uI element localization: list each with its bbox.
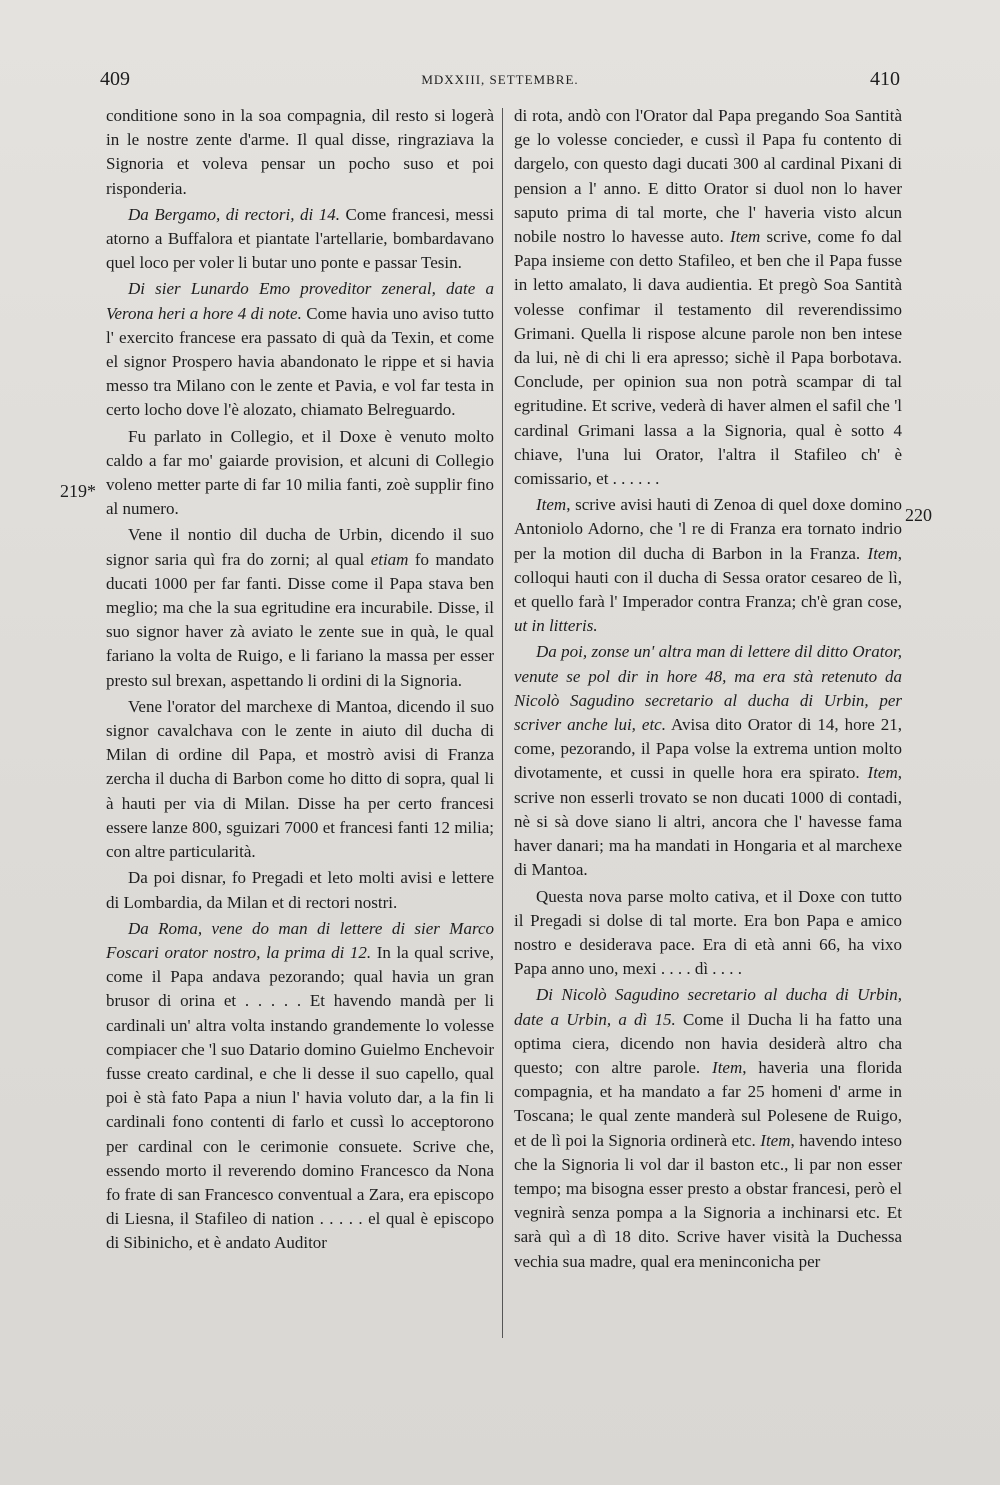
paragraph: conditione sono in la soa compagnia, dil resto si logerà in le nostre zente d'arme. Il qual disse, ringraziava la Signoria et voleva pensar un pocho suso et poi risponderia. bbox=[106, 106, 494, 198]
paragraph: Fu parlato in Collegio, et il Doxe è venuto molto caldo a far mo' gaiarde provision, et alcuni di Collegio voleno metter parte di far 10 milia fanti, zoè supplir fino al numero. bbox=[106, 426, 494, 519]
paragraph: Da poi disnar, fo Pregadi et leto molti avisi e lettere di Lombardia, da Milan et di rectori nostri. bbox=[106, 868, 494, 912]
paragraph: Di sier Lunardo Emo proveditor zeneral, date a Verona heri a hore 4 di note. Come havia uno aviso tutto l' exercito francese era passato di quà da Texin, et come el signor Prospero havia abandonato le rippe et si havia messo tra Milano con le zente et Pavia, e vol far testa in certo locho dove l'è alozato, chiamato Belreguardo. bbox=[106, 279, 494, 420]
paragraph: Questa nova parse molto cativa, et il Doxe con tutto il Pregadi si dolse di tal morte. Era bon Papa e amico nostro e desiderava pace. Era di età anni 66, ha vixo Papa anno uno, mexi . . . . dì . . . . bbox=[514, 886, 902, 979]
paragraph: Item, scrive avisi hauti di Zenoa di quel doxe domino Antoniolo Adorno, che 'l re di Franza era tornato indrio per la motion dil ducha di Barbon in la Franza. Item, colloqui hauti con il ducha di Sessa orator cesareo de lì, et quello farà l' Imperador contra Franza; ch'è gran cose, ut in litteris. bbox=[514, 495, 902, 636]
paragraph-heading: Da poi, zonse un' altra man di lettere dil ditto Orator, venute se pol dir in hore 48, ma era stà retenuto da Nicolò Sagudino secretario al ducha di Urbin, per scriver anche lui, etc. bbox=[514, 642, 902, 735]
page-number-left: 409 bbox=[100, 68, 130, 90]
paragraph-heading: Da Bergamo, di rectori, di 14. bbox=[128, 204, 340, 224]
margin-note-left: 219* bbox=[60, 481, 96, 501]
running-title: MDXXIII, SETTEMBRE. bbox=[421, 72, 579, 87]
right-column bbox=[514, 104, 902, 1276]
paragraph: Vene il nontio dil ducha de Urbin, dicendo il suo signor saria quì fra do zorni; al qual etiam fo mandato ducati 1000 per far fanti. Disse come il Papa stava ben meglio; ma che la sua egritudine era incurabile. Disse, il suo signor haver zà aviato le zente sue in quà, le qual fariano la volta de Ruigo, e li fariano la massa per esser presto sul brexan, aspettando li ordini di la Signoria. bbox=[106, 525, 494, 690]
paragraph: Vene l'orator del marchexe di Mantoa, dicendo il suo signor cavalchava con le zente in aiuto dil ducha di Milan di ordine dil Papa, et mostrò avisi di Franza zercha il ducha di Barbon come ho ditto di sopra, qual li à hauti per via di Milan. Disse ha per certo francesi essere lanze 800, sguizari 7000 et francesi fanti 12 milia; con altre particularità. bbox=[106, 696, 494, 862]
paragraph-heading: Di Nicolò Sagudino secretario al ducha di Urbin, date a Urbin, a dì 15. bbox=[514, 985, 902, 1029]
left-column bbox=[106, 104, 494, 1258]
page-number-right: 410 bbox=[870, 68, 900, 90]
running-header bbox=[100, 68, 900, 94]
paragraph: Da Bergamo, di rectori, di 14. Come francesi, messi atorno a Buffalora et piantate l'artellarie, bombardavano quel loco per voler li butar uno ponte e passar Tesin. bbox=[106, 204, 494, 273]
paragraph: Da Roma, vene do man di lettere di sier Marco Foscari orator nostro, la prima di 12. In la qual scrive, come il Papa andava pezorando; qual havia un gran brusor di orina et . . . . . Et havendo mandà per li cardinali un' altra volta instando grandemente lo volesse compiacer che 'l suo Datario domino Guielmo Enchevoir fusse creato cardinal, e che li desse il suo capello, qual poi è stà fato Papa a niun l' havia voluto dar, a la fin li cardinali fono contenti di farlo et cussì lo acceptorono per cardinal con le cerimonie consuete. Scrive che, essendo morto il reverendo domino Francesco da Nona fo frate di san Francesco conventual a Zara, era episcopo di Liesna, il Stafileo di nation . . . . . el qual è episcopo di Sibinicho, et è andato Auditor bbox=[106, 918, 494, 1253]
column-divider bbox=[502, 108, 503, 1338]
margin-note-right: 220 bbox=[905, 505, 932, 525]
paragraph-heading: Da Roma, vene do man di lettere di sier Marco Foscari orator nostro, la prima di 12. bbox=[106, 918, 494, 962]
paragraph: Da poi, zonse un' altra man di lettere dil ditto Orator, venute se pol dir in hore 48, ma era stà retenuto da Nicolò Sagudino secretario al ducha di Urbin, per scriver anche lui, etc. Avisa dito Orator di 14, hore 21, come, pezorando, il Papa volse la extrema untion molto divotamente, et cussi in quelle hora era spirato. Item, scrive non esserli trovato se non ducati 1000 di contadi, nè si sà dove siano li altri, ancora che l' havesse fama haver danari; ma ha mandati in Hongaria et al marchexe di Mantoa. bbox=[514, 642, 902, 880]
paragraph: di rota, andò con l'Orator dal Papa pregando Soa Santità ge lo volesse concieder, e cussì il Papa fu contento di dargelo, con questo dagi ducati 300 al cardinal Pixani di pension a l' anno. E ditto Orator si duol non lo haver saputo prima di tal morte, che l' haveria visto alcun nobile nostro lo havesse auto. Item scrive, come fo dal Papa insieme con detto Stafileo, et ben che il Papa fusse in letto amalato, li dava audientia. Et pregò Soa Santità volesse confimar il testamento dil reverendissimo Grimani. Quella li rispose alcune parole non ben intese da lui, nè di chi li era apresso; sichè il Papa borbotava. Conclude, per opinion sua non potrà scampar di tal egritudine. Et scrive, vederà di haver almen el safil che 'l cardinal Grimani lassa a la Signoria, qual è sotto 4 chiave, l'una lui Orator, l'altra il Stafileo ch' è comissario, et . . . . . . bbox=[514, 106, 902, 489]
paragraph-heading: Di sier Lunardo Emo proveditor zeneral, date a Verona heri a hore 4 di note. bbox=[106, 279, 494, 323]
paragraph: Di Nicolò Sagudino secretario al ducha di Urbin, date a Urbin, a dì 15. Come il Ducha li ha fatto una optima ciera, dicendo non havia desiderà altro cha questo; con altre parole. Item, haveria una florida compagnia, et ha mandato a far 25 homeni d' arme in Toscana; le qual zente manderà sul Polesene de Ruigo, et de lì poi la Signoria ordinerà etc. Item, havendo inteso che la Signoria li vol dar il baston etc., li par non esser tempo; ma bisogna esser presto a obstar francesi, però el vegnirà senza pompa a la Signoria a inchinarsi etc. Et sarà quì a dì 18 dito. Scrive haver visità la Duchessa vechia sua madre, qual era meninconicha per bbox=[514, 985, 903, 1271]
